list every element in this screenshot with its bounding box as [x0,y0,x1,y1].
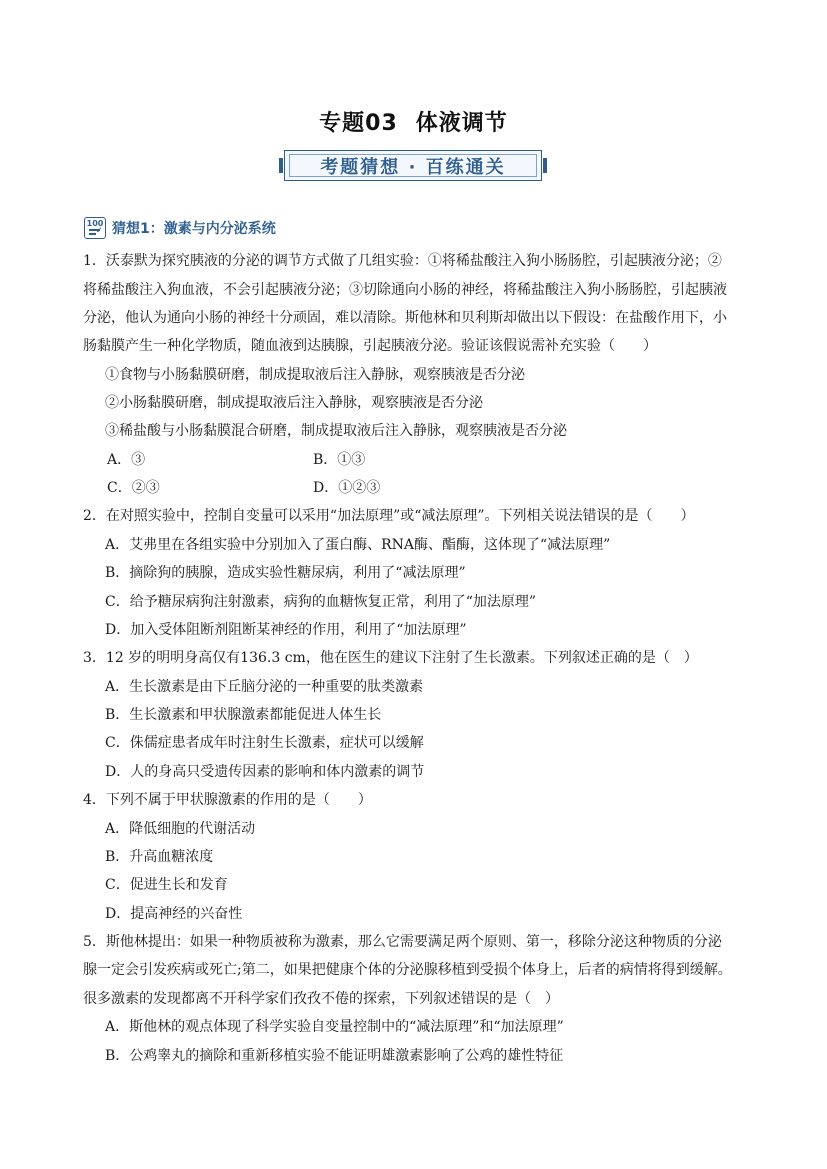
q5-stem-line: 腺一定会引发疾病或死亡;第二，如果把健康个体的分泌腺移植到受损个体身上，后者的病情将得到缓解。 [83,962,732,978]
q2-stem: 2．在对照实验中，控制自变量可以采用“加法原理”或“减法原理”。下列相关说法错误的是（ ） [83,508,695,524]
q1-option-d: D．①②③ [313,480,381,496]
q4-option-a: A．降低细胞的代谢活动 [105,821,256,837]
q3-option-c: C．侏儒症患者成年时注射生长激素，症状可以缓解 [105,735,424,751]
page-title [0,106,827,137]
q1-option-a: A．③ [107,452,146,468]
q3-option-b: B．生长激素和甲状腺激素都能促进人体生长 [105,707,382,723]
q2-option-d: D．加入受体阻断剂阻断某神经的作用，利用了“加法原理” [105,622,467,638]
q1-stem-line: 分泌，他认为通向小肠的神经十分顽固，难以清除。斯他林和贝利斯却做出以下假设：在盐酸作用下，小 [83,310,727,326]
q5-stem-line: 5．斯他林提出：如果一种物质被称为激素，那么它需要满足两个原则、第一，移除分泌这种物质的分泌 [83,934,722,950]
banner-right-tab [543,158,547,173]
q2-option-c: C．给予糖尿病狗注射激素，病狗的血糖恢复正常，利用了“加法原理” [105,594,537,610]
banner-text: 考题猜想 · 百练通关 [289,154,537,177]
q4-stem: 4．下列不属于甲状腺激素的作用的是（ ） [83,792,372,808]
q1-statement: ②小肠黏膜研磨，制成提取液后注入静脉，观察胰液是否分泌 [105,395,483,411]
q2-option-a: A．艾弗里在各组实验中分别加入了蛋白酶、RNA酶、酯酶，这体现了“减法原理” [105,537,611,553]
q1-option-c: C．②③ [107,480,160,496]
q3-option-a: A．生长激素是由下丘脑分泌的一种重要的肽类激素 [105,679,424,695]
q5-option-a: A．斯他林的观点体现了科学实验自变量控制中的“减法原理”和“加法原理” [105,1019,564,1035]
banner-left-tab [279,158,283,173]
q1-statement: ③稀盐酸与小肠黏膜混合研磨，制成提取液后注入静脉，观察胰液是否分泌 [105,423,567,439]
badge-number: 100 [86,219,104,228]
q5-stem-line: 很多激素的发现都离不开科学家们孜孜不倦的探索，下列叙述错误的是（ ） [83,991,559,1007]
q3-stem: 3．12 岁的明明身高仅有136.3 cm，他在医生的建议下注射了生长激素。下列叙述正确的是（ ） [83,650,698,666]
title-banner [284,150,542,181]
q1-statement: ①食物与小肠黏膜研磨，制成提取液后注入静脉，观察胰液是否分泌 [105,367,525,383]
q4-option-c: C．促进生长和发育 [105,877,228,893]
q4-option-b: B．升高血糖浓度 [105,849,214,865]
q1-option-b: B．①③ [313,452,366,468]
q1-stem-line: 1．沃泰默为探究胰液的分泌的调节方式做了几组实验：①将稀盐酸注入狗小肠肠腔，引起胰液分泌；② [83,253,722,269]
checklist-icon [84,217,106,239]
q5-option-b: B．公鸡睾丸的摘除和重新移植实验不能证明雄激素影响了公鸡的雄性特征 [105,1048,564,1064]
title-topic: 体液调节 [415,111,508,136]
q1-stem-line: 将稀盐酸注入狗血液，不会引起胰液分泌；③切除通向小肠的神经，将稀盐酸注入狗小肠肠腔，引起胰液 [83,282,727,298]
section-label: 猜想1：激素与内分泌系统 [112,221,276,237]
section-heading [84,215,276,241]
q3-option-d: D．人的身高只受遗传因素的影响和体内激素的调节 [105,764,425,780]
title-number: 专题03 [319,111,398,136]
q2-option-b: B．摘除狗的胰腺，造成实验性糖尿病，利用了“减法原理” [105,565,466,581]
q4-option-d: D．提高神经的兴奋性 [105,906,243,922]
q1-stem-line: 肠黏膜产生一种化学物质，随血液到达胰腺，引起胰液分泌。验证该假说需补充实验（ ） [83,338,657,354]
check-icon: ✓ [95,226,103,236]
